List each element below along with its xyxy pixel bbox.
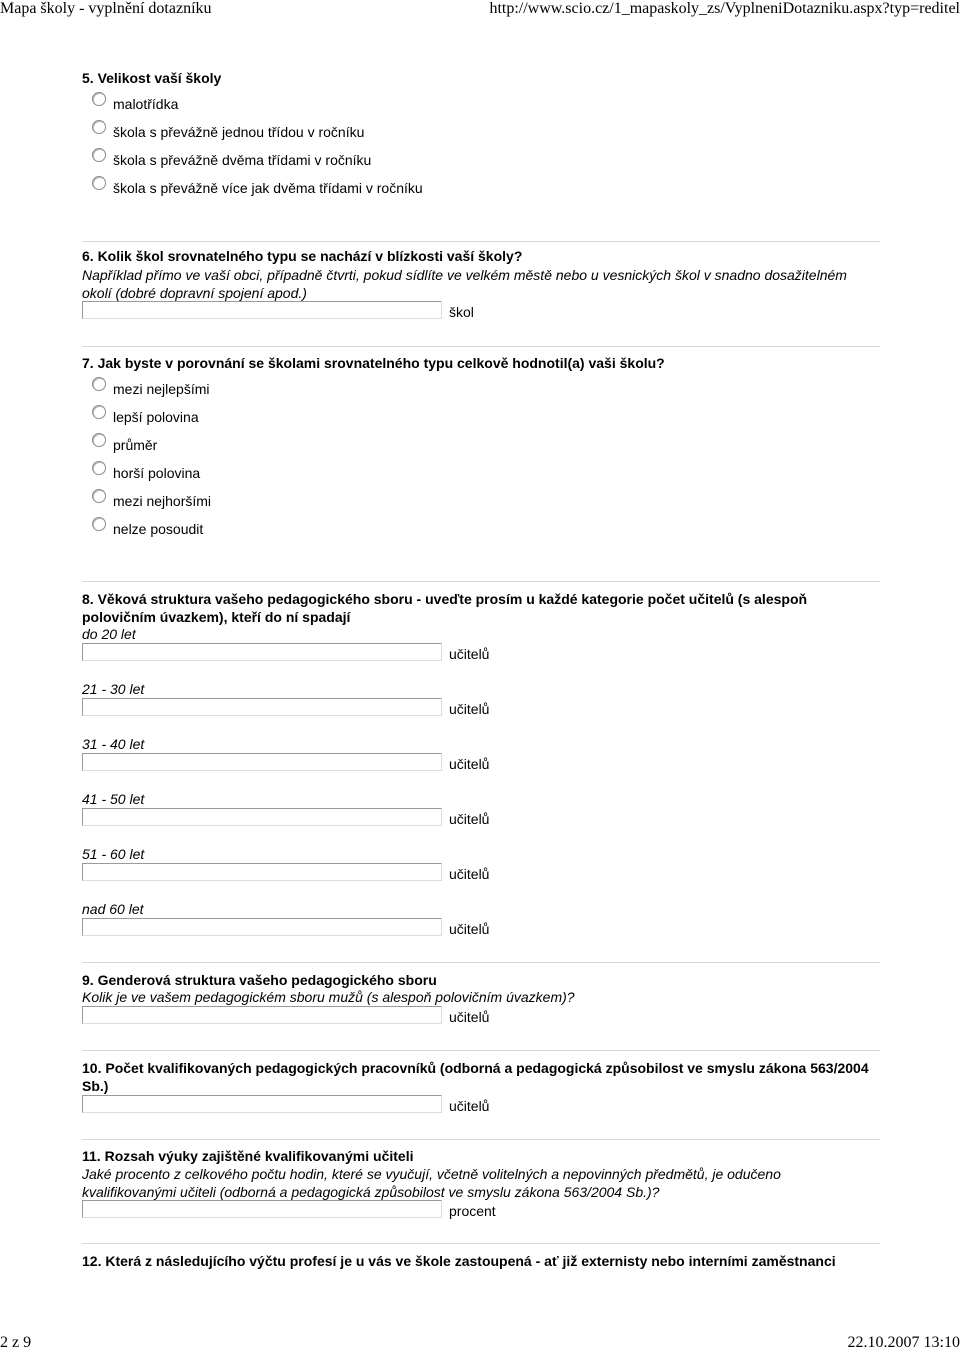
q8-unit: učitelů [449,921,490,937]
page-url: http://www.scio.cz/1_mapaskoly_zs/VyplneniDotazniku.aspx?typ=reditel [489,0,960,17]
print-datetime: 22.10.2007 13:10 [847,1334,960,1351]
radio-button[interactable] [92,148,106,162]
option-label: mezi nejhoršími [113,493,212,509]
q8-input-21-30[interactable] [82,698,442,716]
q10-unit: učitelů [449,1098,490,1114]
radio-button[interactable] [92,405,106,419]
section-divider [82,346,880,347]
option-label: škola s převážně více jak dvěma třídami v ročníku [113,180,423,196]
option-label: škola s převážně dvěma třídami v ročníku [113,152,372,168]
page-number: 2 z 9 [0,1334,32,1351]
q5-option-3[interactable] [92,150,371,170]
q8-input-nad-60[interactable] [82,918,442,936]
q8-unit: učitelů [449,646,490,662]
q8-unit: učitelů [449,811,490,827]
section-divider [82,581,880,582]
section-divider [82,962,880,963]
q6-title: 6. Kolik škol srovnatelného typu se nachází v blízkosti vaší školy? [82,248,523,264]
q5-option-2[interactable] [92,122,364,142]
q7-option-2[interactable] [92,407,199,427]
q8-input-do-20[interactable] [82,643,442,661]
q9-men-input[interactable] [82,1006,442,1024]
option-label: škola s převážně jednou třídou v ročníku [113,124,365,140]
q8-group-label: nad 60 let [82,901,144,917]
q8-unit: učitelů [449,866,490,882]
q8-group-label: 51 - 60 let [82,846,145,862]
q8-group-label: do 20 let [82,626,136,642]
option-label: lepší polovina [113,409,199,425]
option-label: nelze posoudit [113,521,204,537]
q8-group-label: 21 - 30 let [82,681,145,697]
q11-hint: Jaké procento z celkového počtu hodin, které se vyučují, včetně volitelných a nepovinných předmětů, je odučeno kvalifikovanými učiteli (odborná a pedagogická způsobilost ve smyslu zákona 563/2004 Sb.)? [82,1166,781,1200]
print-footer [0,1334,960,1354]
q10-title: 10. Počet kvalifikovaných pedagogických pracovníků (odborná a pedagogická způsobilost ve smyslu zákona 563/2004 Sb.) [82,1060,869,1094]
radio-button[interactable] [92,489,106,503]
q8-group-label: 31 - 40 let [82,736,145,752]
q8-input-31-40[interactable] [82,753,442,771]
q11-unit: procent [449,1203,496,1219]
section-divider [82,1050,880,1051]
option-label: malotřídka [113,96,179,112]
q9-unit: učitelů [449,1009,490,1025]
q6-unit: škol [449,304,474,320]
q5-option-4[interactable] [92,178,423,198]
q11-percent-input[interactable] [82,1200,442,1218]
q8-input-41-50[interactable] [82,808,442,826]
q8-group-label: 41 - 50 let [82,791,145,807]
section-divider [82,1243,880,1244]
q7-option-4[interactable] [92,463,200,483]
radio-button[interactable] [92,176,106,190]
q9-title: 9. Genderová struktura vašeho pedagogického sboru [82,972,437,988]
q8-input-51-60[interactable] [82,863,442,881]
option-label: horší polovina [113,465,201,481]
q5-option-1[interactable] [92,94,178,114]
q7-option-5[interactable] [92,491,211,511]
radio-button[interactable] [92,377,106,391]
q12-title: 12. Která z následujícího výčtu profesí je u vás ve škole zastoupená - ať již externisty nebo interními zaměstnanci [82,1253,836,1269]
q8-unit: učitelů [449,701,490,717]
q6-hint: Například přímo ve vaší obci, případně čtvrti, pokud sídlíte ve velkém městě nebo u vesnických škol v snadno dosažitelném okolí (dobré dopravní spojení apod.) [82,267,847,301]
option-label: průměr [113,437,158,453]
q8-unit: učitelů [449,756,490,772]
page-title: Mapa školy - vyplnění dotazníku [0,0,212,17]
q6-schools-input[interactable] [82,301,442,319]
radio-button[interactable] [92,433,106,447]
radio-button[interactable] [92,92,106,106]
q8-title: 8. Věková struktura vašeho pedagogického sboru - uveďte prosím u každé kategorie počet učitelů (s alespoň polovičním úvazkem), kteří do ní spadají [82,591,808,625]
q9-hint: Kolik je ve vašem pedagogickém sboru mužů (s alespoň polovičním úvazkem)? [82,989,575,1005]
q7-title: 7. Jak byste v porovnání se školami srovnatelného typu celkově hodnotil(a) vaši školu? [82,355,665,371]
section-divider [82,1139,880,1140]
print-header [0,0,960,20]
q7-option-6[interactable] [92,519,203,539]
radio-button[interactable] [92,461,106,475]
q10-qualified-input[interactable] [82,1095,442,1113]
radio-button[interactable] [92,517,106,531]
q5-title: 5. Velikost vaší školy [82,70,222,86]
radio-button[interactable] [92,120,106,134]
q7-option-3[interactable] [92,435,157,455]
option-label: mezi nejlepšími [113,381,210,397]
section-divider [82,241,880,242]
q7-option-1[interactable] [92,379,209,399]
q11-title: 11. Rozsah výuky zajištěné kvalifikovanými učiteli [82,1148,414,1164]
